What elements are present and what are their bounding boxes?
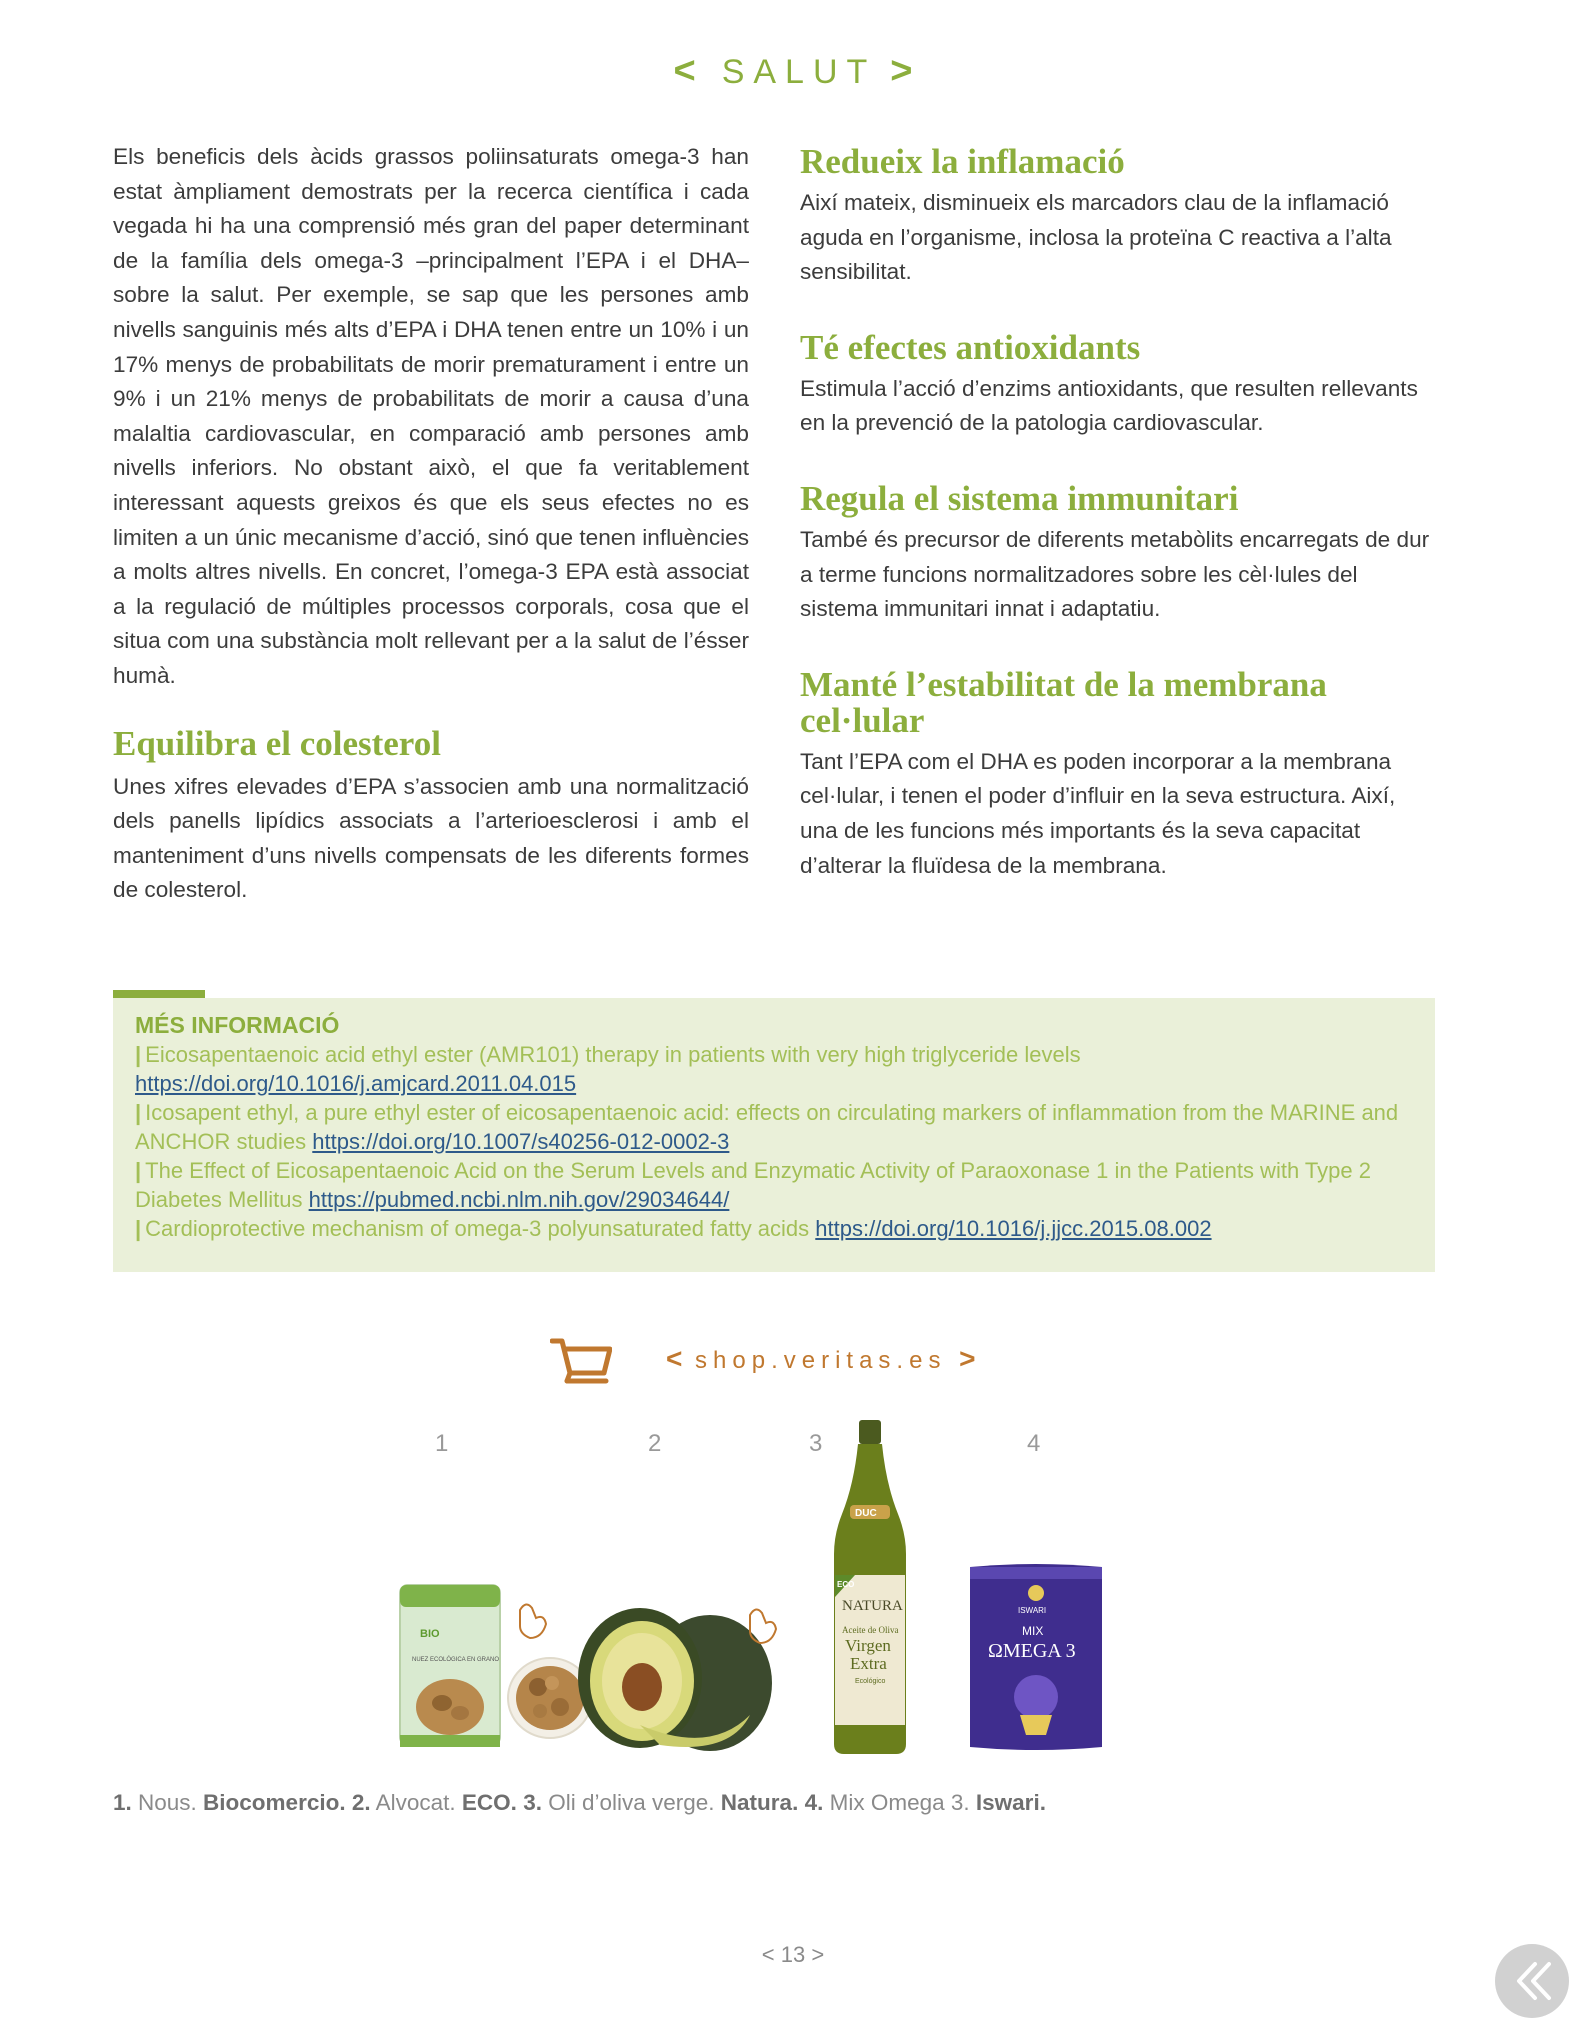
- reference-link[interactable]: https://doi.org/10.1007/s40256-012-0002-3: [312, 1129, 730, 1154]
- reference-item: [135, 1156, 1413, 1214]
- header-left-chevron: <: [673, 50, 696, 92]
- cholesterol-paragraph: Unes xifres elevades d’EPA s’associen amb una normalització dels panells lipídics associats a l’arterioesclerosi i amb el manteniment d’uns nivells compensats de les diferents formes de colesterol.: [113, 773, 749, 903]
- reference-title: The Effect of Eicosapentaenoic Acid on the Serum Levels and Enzymatic Activity of Paraoxonase 1 in the Patients with Type 2 Diabetes Mellitus: [135, 1158, 1371, 1212]
- membrane-paragraph: Tant l’EPA com el DHA es poden incorporar a la membrana cel·lular, i tenen el poder d’influir en la seva estructura. Així, una de les funcions més importants és la seva capacitat d’alterar la fluïdesa de la membrana.: [800, 748, 1396, 878]
- page-number: < 13 >: [761, 1942, 825, 1967]
- products-illustration: [390, 1415, 1110, 1765]
- caption-text-2: Alvocat.: [370, 1790, 462, 1815]
- shop-link[interactable]: [540, 1335, 1100, 1391]
- shop-url[interactable]: [666, 1343, 975, 1375]
- back-button[interactable]: [1495, 1944, 1569, 2018]
- reference-item: [135, 1098, 1413, 1156]
- product-number-3: 3: [809, 1430, 823, 1457]
- product-number-1: 1: [435, 1430, 449, 1457]
- info-accent-bar: [113, 990, 205, 998]
- caption-num-3: 3.: [516, 1790, 542, 1815]
- membrane-block: [800, 664, 1437, 883]
- section-title: SALUT: [721, 53, 877, 91]
- reference-bullet: |: [135, 1158, 142, 1183]
- caption-text-1: Nous.: [131, 1790, 204, 1815]
- olive-oil-product[interactable]: [834, 1420, 906, 1754]
- reference-bullet: |: [135, 1216, 142, 1241]
- section-header: [0, 50, 1586, 93]
- left-column: [113, 140, 749, 908]
- pouch-line1: MIX: [1022, 1624, 1044, 1638]
- subhead-antioxidant: Té efectes antioxidants: [800, 327, 1141, 367]
- shop-right-chevron: >: [959, 1343, 976, 1374]
- double-chevron-left-icon: [1495, 1944, 1569, 2018]
- reference-link[interactable]: https://doi.org/10.1016/j.amjcard.2011.04.015: [135, 1071, 577, 1096]
- reference-item: [135, 1214, 1413, 1243]
- reference-title: Eicosapentaenoic acid ethyl ester (AMR101) therapy in patients with very high triglyceride levels: [145, 1042, 1081, 1067]
- caption-brand-2: ECO.: [461, 1790, 517, 1815]
- immune-block: [800, 478, 1437, 627]
- subhead-cholesterol: Equilibra el colesterol: [113, 723, 441, 763]
- bottle-line2: Virgen: [845, 1636, 891, 1655]
- caption-num-1: 1.: [113, 1790, 132, 1815]
- antioxidant-paragraph: Estimula l’acció d’enzims antioxidants, que resulten rellevants en la prevenció de la patologia cardiovascular.: [800, 375, 1418, 436]
- reference-bullet: |: [135, 1042, 142, 1067]
- more-info-title: MÉS INFORMACIÓ: [135, 1012, 340, 1038]
- intro-paragraph: Els beneficis dels àcids grassos poliinsaturats omega-3 han estat àmpliament demostrats per la recerca científica i cada vegada hi ha una comprensió més gran del paper determinant de la família dels omega-3 –principalment l’EPA i el DHA– sobre la salut. Per exemple, se sap que les persones amb nivells sanguinis més alts d’EPA i DHA tenen entre un 10% i un 17% menys de probabilitats de morir prematurament i entre un 9% i un 21% menys de probabilitats de morir a causa d’una malaltia cardiovascular, en comparació amb persones amb nivells inferiors. No obstant això, el que fa veritablement interessant aquests greixos és que els seus efectes no es limiten a un únic mecanisme d’acció, sinó que tenen influències a molts altres nivells. En concret, l’omega-3 EPA està associat a la regulació de múltiples processos corporals, cosa que el situa com una substància molt rellevant per a la salut de l’ésser humà.: [113, 144, 749, 688]
- reference-bullet: |: [135, 1100, 142, 1125]
- reference-item: [135, 1040, 1413, 1098]
- shopping-cart-icon: [550, 1335, 612, 1391]
- nuts-bag-brand: BIO: [420, 1628, 440, 1640]
- shop-url-text[interactable]: shop.veritas.es: [695, 1347, 947, 1374]
- bottle-line3: Extra: [850, 1654, 887, 1673]
- products-caption: [113, 1790, 1046, 1816]
- caption-brand-4: Iswari.: [975, 1790, 1046, 1815]
- shop-left-chevron: <: [666, 1343, 683, 1374]
- subhead-inflammation: Redueix la inflamació: [800, 142, 1125, 181]
- more-info-box: [113, 998, 1435, 1272]
- bottle-cap-label: DUC: [855, 1508, 877, 1519]
- reference-title: Cardioprotective mechanism of omega-3 polyunsaturated fatty acids: [145, 1216, 816, 1241]
- omega-pouch-product[interactable]: [970, 1564, 1102, 1750]
- caption-num-2: 2.: [345, 1790, 371, 1815]
- bottle-brand-label: NATURA: [842, 1598, 903, 1614]
- caption-brand-1: Biocomercio.: [203, 1790, 346, 1815]
- right-column: [800, 140, 1437, 923]
- inflammation-paragraph: Així mateix, disminueix els marcadors clau de la inflamació aguda en l’organisme, inclosa la proteïna C reactiva a l’alta sensibilitat.: [800, 190, 1392, 285]
- bottle-line1: Aceite de Oliva: [842, 1625, 899, 1635]
- immune-paragraph: També és precursor de diferents metabòlits encarregats de dur a terme funcions normalitzadores sobre les cèl·lules del sistema immunitari innat i adaptatiu.: [800, 526, 1430, 622]
- bottle-line4: Ecológico: [855, 1678, 886, 1685]
- antioxidant-block: [800, 327, 1437, 441]
- header-right-chevron: >: [890, 50, 913, 92]
- bottle-eco-label: ECO: [837, 1580, 855, 1589]
- reference-link[interactable]: https://doi.org/10.1016/j.jjcc.2015.08.002: [815, 1216, 1212, 1241]
- inflammation-block: [800, 144, 1437, 290]
- pouch-line2: ΩMEGA 3: [988, 1640, 1076, 1662]
- avocado-product[interactable]: [578, 1608, 776, 1751]
- walnut-product[interactable]: [400, 1585, 592, 1747]
- reference-link[interactable]: https://pubmed.ncbi.nlm.nih.gov/29034644/: [308, 1187, 730, 1212]
- caption-text-3: Oli d’oliva verge.: [541, 1790, 721, 1815]
- reference-title: Icosapent ethyl, a pure ethyl ester of eicosapentaenoic acid: effects on circulating markers of inflammation from the MARINE and ANCHOR studies: [135, 1100, 1399, 1154]
- subhead-membrane: Manté l’estabilitat de la membrana cel·lular: [800, 664, 1327, 740]
- product-number-2: 2: [648, 1430, 662, 1457]
- product-number-4: 4: [1027, 1430, 1041, 1457]
- pouch-brand-label: ISWARI: [1018, 1606, 1047, 1615]
- caption-text-4: Mix Omega 3.: [823, 1790, 976, 1815]
- caption-brand-3: Natura.: [720, 1790, 799, 1815]
- subhead-immune: Regula el sistema immunitari: [800, 478, 1239, 518]
- caption-num-4: 4.: [798, 1790, 824, 1815]
- nuts-bag-text: NUEZ ECOLÓGICA EN GRANO: [412, 1657, 500, 1663]
